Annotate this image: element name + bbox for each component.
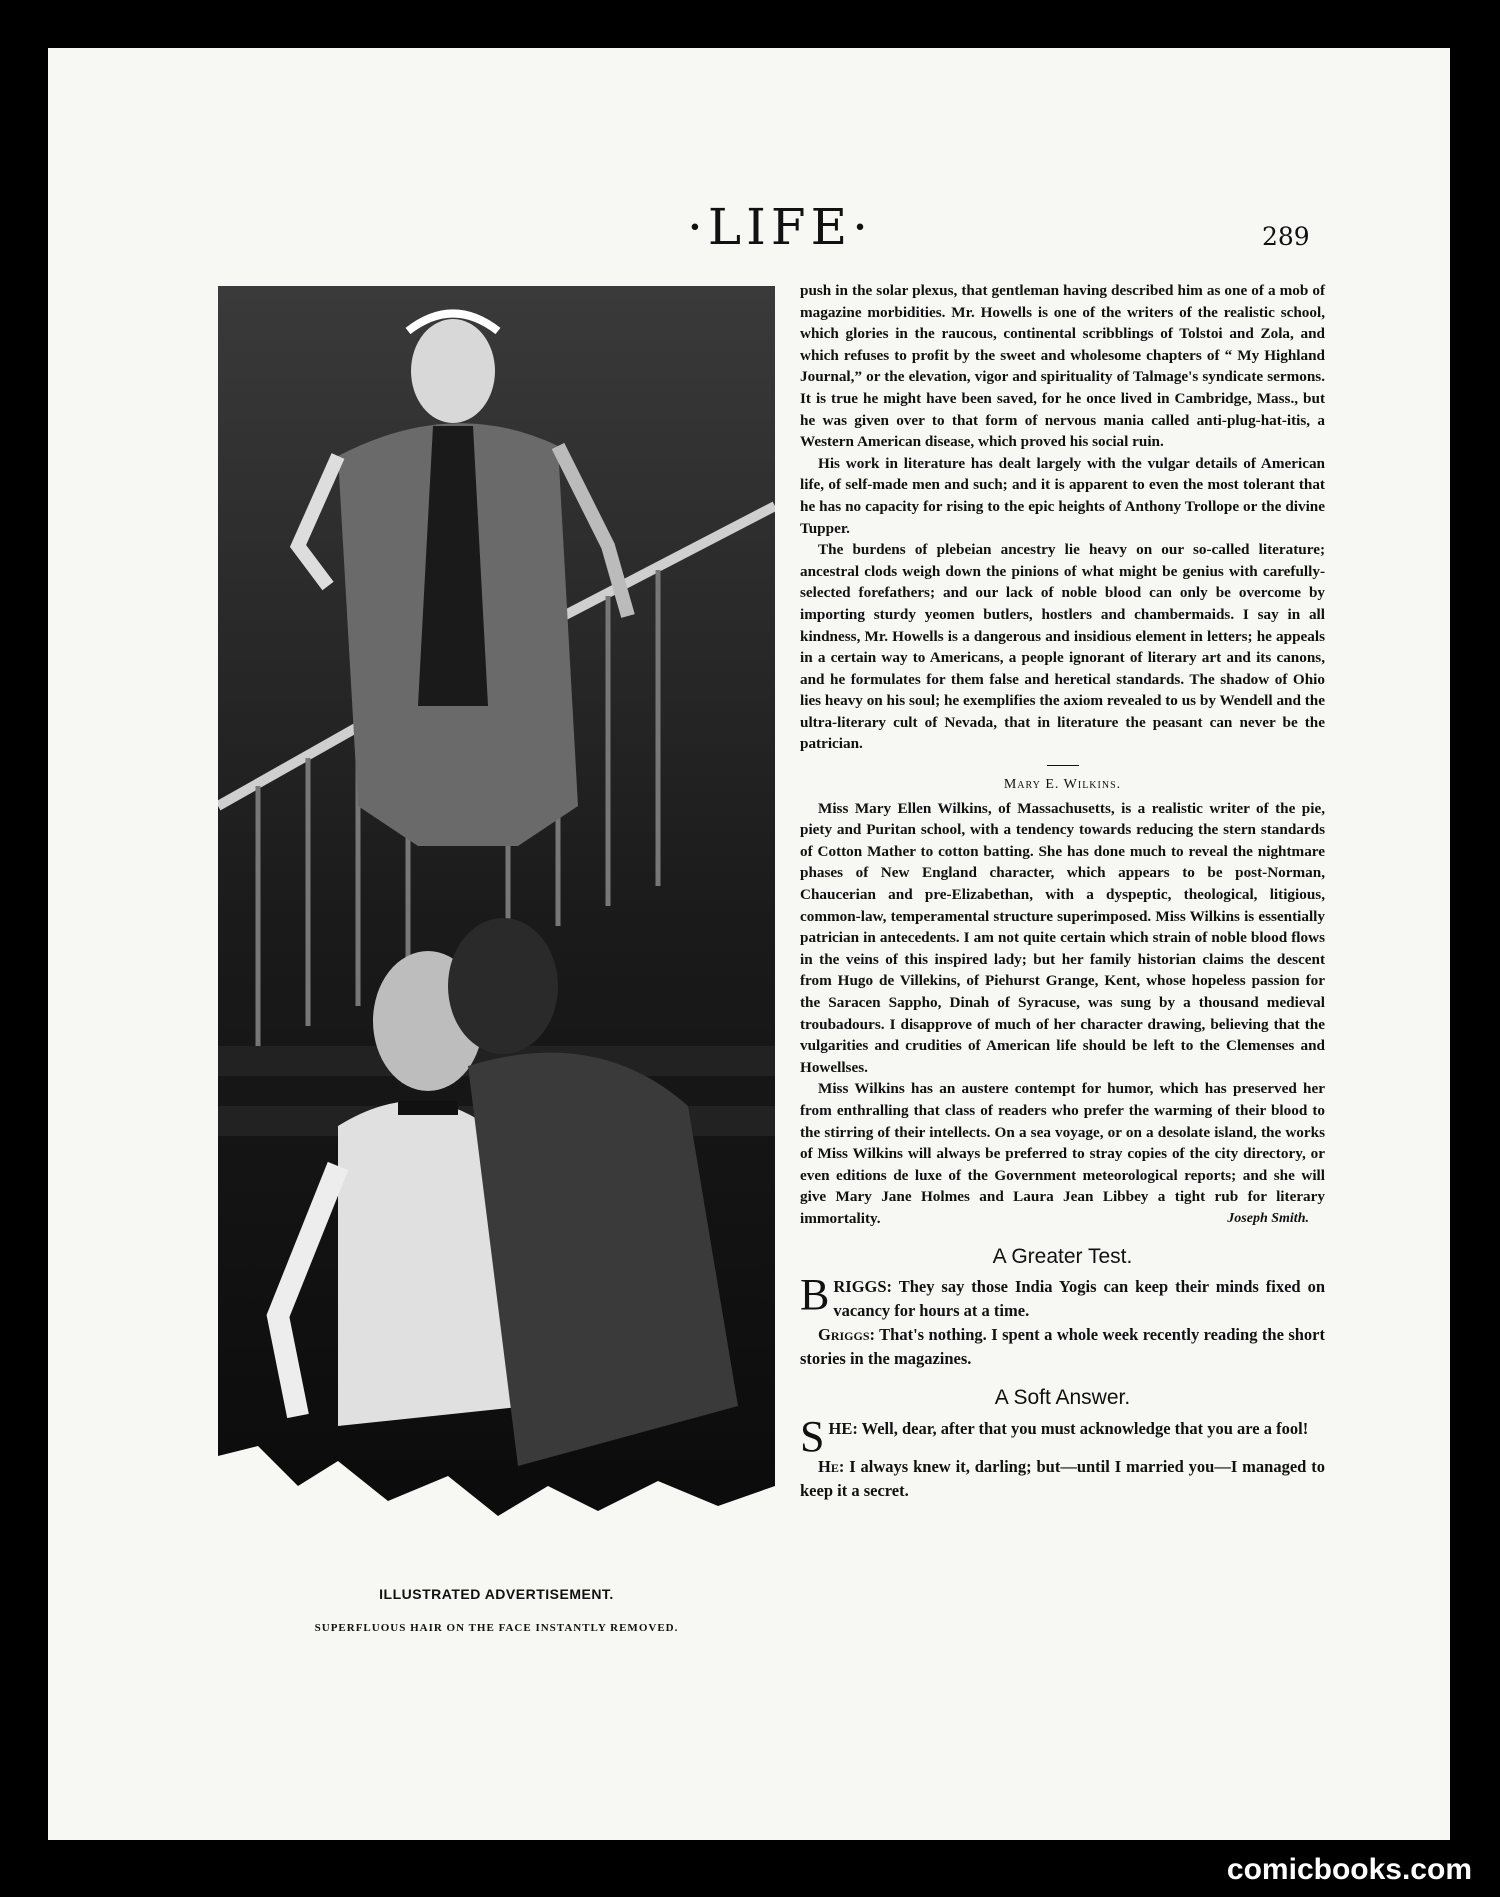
site-watermark: comicbooks.com <box>1226 1853 1472 1886</box>
article-paragraph-5-text: Miss Wilkins has an austere contempt for humor, which has preserved her from enthralling that class of readers who prefer the warming of their blood to the stirring of their intellects. On a sea voyage, or on a desolate island, the works of Miss Wilkins will always be preferred to stray copies of the city directory, or even editions de luxe of the Government meteorological reports; and she will give Mary Jane Holmes and Laura Jean Libbey a tight rub for literary immortality. <box>800 1080 1325 1227</box>
greater-test-line-1: RIGGS: They say those India Yogis can keep their minds fixed on vacancy for hours at a time. <box>833 1277 1325 1321</box>
article-paragraph-1: push in the solar plexus, that gentleman having described him as one of a mob of magazine morbidities. Mr. Howells is one of the writers of the realistic school, which glories in the raucous, continental scribblings of Tolstoi and Zola, and which refuses to profit by the sweet and wholesome chapters of “ My Highland Journal,” or the elevation, vigor and spirituality of Talmage's syndicate sermons. It is true he might have been saved, for he once lived in Cambridge, Mass., but he was given over to that form of nervous mania called anti-plug-hat-itis, a Western American disease, which proved his social ruin. <box>800 282 1325 451</box>
greater-test-dropcap: B <box>800 1270 830 1320</box>
soft-answer-body <box>800 1411 1325 1503</box>
section-divider <box>1047 765 1079 766</box>
article-paragraph-5 <box>800 1078 1325 1229</box>
article-column <box>800 280 1325 1503</box>
soft-answer-speaker-2: He <box>818 1456 839 1476</box>
subsection-heading: Mary E. Wilkins. <box>1003 777 1122 793</box>
article-paragraph-4: Miss Mary Ellen Wilkins, of Massachusetts, is a realistic writer of the pie, piety and Puritan school, with a tendency towards reducing the stern standards of Cotton Mather to cotton batting. She has done much to reveal the nightmare phases of New England character, which appears to be post-Norman, Chaucerian and pre-Elizabethan, with a dyspeptic, theological, litigious, common-law, temperamental structure superimposed. Miss Wilkins is essentially patrician in antecedents. I am not quite certain which strain of noble blood flows in the veins of this inspired lady; but her family historian claims the descent from Hugo de Villekins, of Piehurst Grange, Kent, whose hopeless passion for the Saracen Sappho, Dinah of Syracuse, was sung by a thousand medieval troubadours. I disapprove of much of her character drawing, believing that the vulgarities and crudities of American life should be left to the Clemenses and Howellses. <box>800 799 1325 1076</box>
illustration <box>218 286 775 1564</box>
illustration-caption-sub: SUPERFLUOUS HAIR ON THE FACE INSTANTLY REMOVED. <box>314 1622 679 1634</box>
soft-answer-title: A Soft Answer. <box>994 1386 1131 1410</box>
soft-answer-dropcap: S <box>800 1411 825 1461</box>
article-paragraph-2: His work in literature has dealt largely with the vulgar details of American life, of self-made men and such; and it is apparent to even the most tolerant that he has no capacity for rising to the epic heights of Anthony Trollope or the divine Tupper. <box>800 454 1325 537</box>
article-paragraph-3: The burdens of plebeian ancestry lie heavy on our so-called literature; ancestral clods weigh down the pinions of what might be genius with carefully-selected forefathers; and our lack of noble blood can only be overcome by importing sturdy yeomen butlers, hostlers and chambermaids. I say in all kindness, Mr. Howells is a dangerous and insidious element in letters; he appeals in a certain way to Americans, a people ignorant of literary art and its canons, and he formulates for them false and heretical standards. The shadow of Ohio lies heavy on his soul; he exemplifies the axiom revealed to us by Wendell and the ultra-literary cult of Nevada, that in literature the peasant can never be the patrician. <box>800 541 1325 753</box>
soft-answer-line-2: : I always knew it, darling; but—until I married you—I managed to keep it a secret. <box>800 1456 1325 1500</box>
greater-test-line-2: : That's nothing. I spent a whole week recently reading the short stories in the magazines. <box>800 1325 1325 1369</box>
greater-test-body <box>800 1270 1325 1371</box>
illustration-drawing <box>218 286 775 1564</box>
illustration-caption-title: ILLUSTRATED ADVERTISEMENT. <box>379 1586 614 1602</box>
greater-test-title: A Greater Test. <box>992 1244 1133 1268</box>
masthead-title: ·LIFE· <box>687 198 873 256</box>
author-signature: Joseph Smith. <box>1227 1210 1309 1226</box>
greater-test-speaker-2: Griggs <box>818 1325 870 1345</box>
page-number: 289 <box>1262 222 1310 251</box>
soft-answer-line-1: HE: Well, dear, after that you must acknowledge that you are a fool! <box>828 1418 1309 1438</box>
